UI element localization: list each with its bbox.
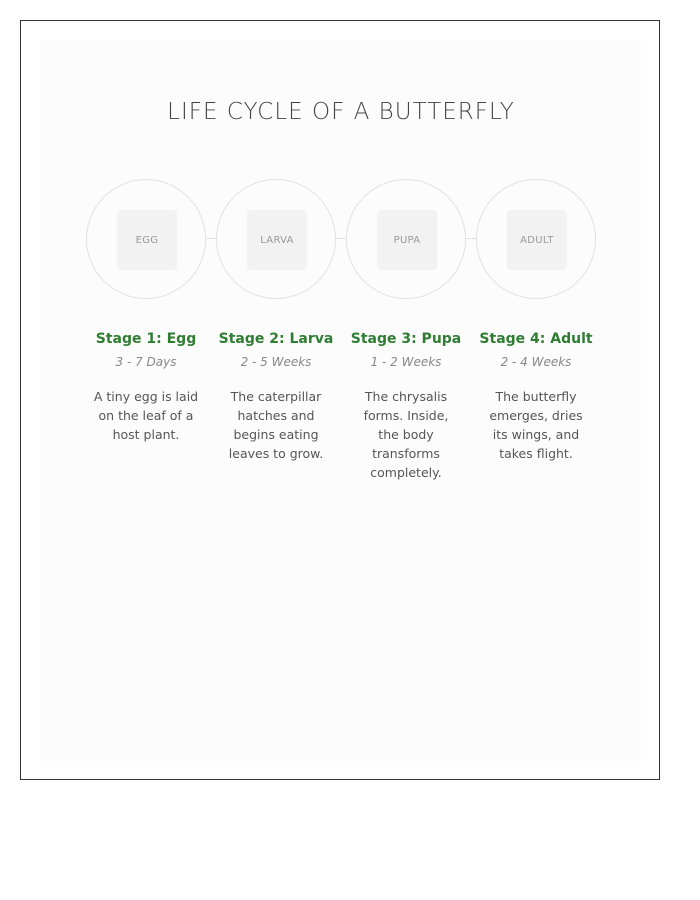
stage-title: Stage 4: Adult [479, 331, 593, 347]
stage-duration: 3 - 7 Days [115, 355, 177, 369]
page-frame [20, 20, 660, 780]
stage-egg [86, 331, 206, 444]
diagram-title: LIFE CYCLE OF A BUTTERFLY [167, 99, 515, 125]
stage-adult [476, 331, 596, 463]
stage-circle-pupa [346, 179, 466, 299]
stage-description: The chrysalis forms. Inside, the body transforms completely. [363, 389, 449, 480]
connector-2-3 [336, 238, 346, 239]
larva-icon: LARVA [247, 210, 307, 270]
stage-title: Stage 1: Egg [95, 331, 197, 347]
stage-circle-larva [216, 179, 336, 299]
stage-description: The butterfly emerges, dries its wings, and takes flight. [489, 389, 583, 461]
connector-3-4 [466, 238, 476, 239]
stage-title: Stage 2: Larva [218, 331, 334, 347]
diagram-panel [41, 41, 641, 761]
stage-larva [216, 331, 336, 463]
stage-title: Stage 3: Pupa [350, 331, 462, 347]
egg-icon: EGG [117, 210, 177, 270]
stage-duration: 1 - 2 Weeks [370, 355, 442, 369]
stage-duration: 2 - 5 Weeks [240, 355, 312, 369]
stage-description: A tiny egg is laid on the leaf of a host plant. [93, 389, 199, 442]
stage-duration: 2 - 4 Weeks [500, 355, 572, 369]
stage-pupa [346, 331, 466, 482]
pupa-icon: PUPA [377, 210, 437, 270]
adult-icon: ADULT [507, 210, 567, 270]
stage-circle-egg [86, 179, 206, 299]
stage-description: The caterpillar hatches and begins eating leaves to grow. [228, 389, 324, 461]
stage-circle-adult [476, 179, 596, 299]
connector-1-2 [206, 238, 216, 239]
